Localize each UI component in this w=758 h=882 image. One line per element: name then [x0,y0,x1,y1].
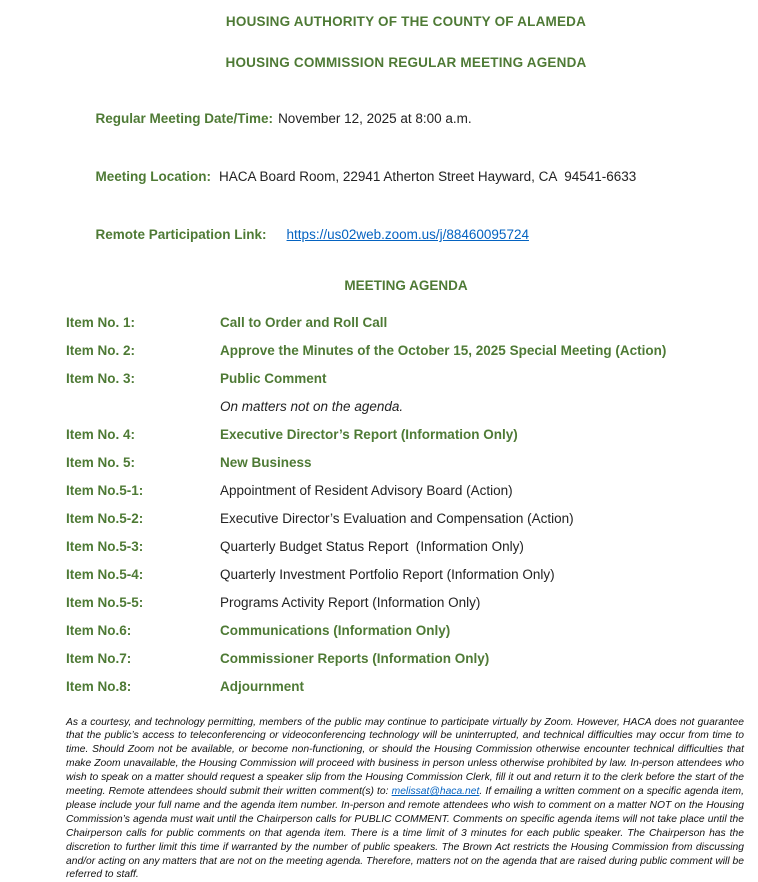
agenda-item-1-row [66,316,746,331]
agenda-item-5-2-row [66,512,746,527]
agenda-item-text: Communications (Information Only) [220,624,450,639]
agenda-item-label-spacer [66,400,220,415]
agenda-item-label: Item No.6: [66,624,220,639]
agenda-item-label: Item No. 4: [66,428,220,443]
agenda-items-list [66,316,746,695]
agenda-item-text: Quarterly Investment Portfolio Report (Information Only) [220,568,555,583]
agenda-item-text: Quarterly Budget Status Report (Information Only) [220,540,524,555]
org-title: HOUSING AUTHORITY OF THE COUNTY OF ALAMEDA [66,14,746,30]
meeting-location-row [73,154,746,199]
agenda-item-text: Commissioner Reports (Information Only) [220,652,489,667]
agenda-item-5-1-row [66,484,746,499]
agenda-item-text: Executive Director’s Report (Information Only) [220,428,518,443]
agenda-item-label: Item No. 3: [66,372,220,387]
meeting-location-label: Meeting Location: [96,169,212,184]
agenda-item-3-note-row [66,400,746,415]
agenda-item-text: Public Comment [220,372,327,387]
agenda-item-text: Appointment of Resident Advisory Board (Action) [220,484,513,499]
agenda-item-8-row [66,680,746,695]
agenda-item-label: Item No.5-1: [66,484,220,499]
agenda-item-text: Adjournment [220,680,304,695]
agenda-item-label: Item No. 5: [66,456,220,471]
clerk-email-link[interactable]: melissat@haca.net [392,786,480,797]
agenda-item-label: Item No.8: [66,680,220,695]
agenda-item-label: Item No.5-3: [66,540,220,555]
agenda-item-3-row [66,372,746,387]
agenda-item-5-row [66,456,746,471]
notice-text-after-email: . If emailing a written comment on a specific agenda item, please include your full name and the agenda item number. In-person and remote attendees who wish to comment on a matter NOT on the Housing Commission’s agenda must wait until the Chairperson calls for PUBLIC COMMENT. Comments on specific agenda items will not take place until the Chairperson calls for public comments on that agenda item. There is a time limit of 3 minutes for each public speaker. The Chairperson has the discretion to further limit this time if warranted by the number of public speakers. The Brown Act restricts the Housing Commission from discussing and/or acting on any matters that are not on the meeting agenda. Therefore, matters not on the agenda that are raised during public comment will be referred to staff. [66,786,744,880]
agenda-item-6-row [66,624,746,639]
agenda-item-label: Item No. 1: [66,316,220,331]
doc-title: HOUSING COMMISSION REGULAR MEETING AGENDA [66,55,746,71]
agenda-item-label: Item No.5-5: [66,596,220,611]
zoom-meeting-link[interactable]: https://us02web.zoom.us/j/88460095724 [287,227,529,242]
agenda-item-7-row [66,652,746,667]
meeting-agenda-heading: MEETING AGENDA [66,278,746,293]
agenda-item-text: Programs Activity Report (Information Only) [220,596,480,611]
agenda-item-text: Approve the Minutes of the October 15, 2025 Special Meeting (Action) [220,344,666,359]
agenda-item-4-row [66,428,746,443]
agenda-item-5-5-row [66,596,746,611]
meeting-datetime-label: Regular Meeting Date/Time: [96,111,274,126]
meeting-datetime-row [73,96,746,141]
agenda-item-label: Item No. 2: [66,344,220,359]
agenda-item-label: Item No.5-2: [66,512,220,527]
agenda-item-label: Item No.5-4: [66,568,220,583]
public-participation-notice [66,716,744,882]
meeting-info-section [73,96,746,257]
agenda-item-label: Item No.7: [66,652,220,667]
meeting-location-value: HACA Board Room, 22941 Atherton Street Hayward, CA 94541-6633 [219,169,636,184]
agenda-item-5-3-row [66,540,746,555]
agenda-item-note: On matters not on the agenda. [220,400,403,415]
remote-participation-row [73,212,746,257]
notice-text-before-email: As a courtesy, and technology permitting, members of the public may continue to participate virtually by Zoom. However, HACA does not guarantee that the public’s access to teleconferencing or videoconferencing technology will be uninterrupted, and technical difficulties may occur from time to time. Should Zoom not be available, or become non-functioning, or should the Housing Commission otherwise encounter technical difficulties that make Zoom unavailable, the Housing Commission will proceed with business in person unless otherwise prohibited by law. In-person attendees who wish to speak on a matter should request a speaker slip from the Housing Commission Clerk, fill it out and return it to the clerk before the start of the meeting. Remote attendees should submit their written comment(s) to: [66,717,744,798]
meeting-datetime-value: November 12, 2025 at 8:00 a.m. [278,111,472,126]
remote-participation-label: Remote Participation Link: [96,227,267,242]
agenda-item-text: New Business [220,456,312,471]
agenda-item-text: Executive Director’s Evaluation and Compensation (Action) [220,512,574,527]
agenda-item-5-4-row [66,568,746,583]
agenda-item-text: Call to Order and Roll Call [220,316,387,331]
agenda-item-2-row [66,344,746,359]
